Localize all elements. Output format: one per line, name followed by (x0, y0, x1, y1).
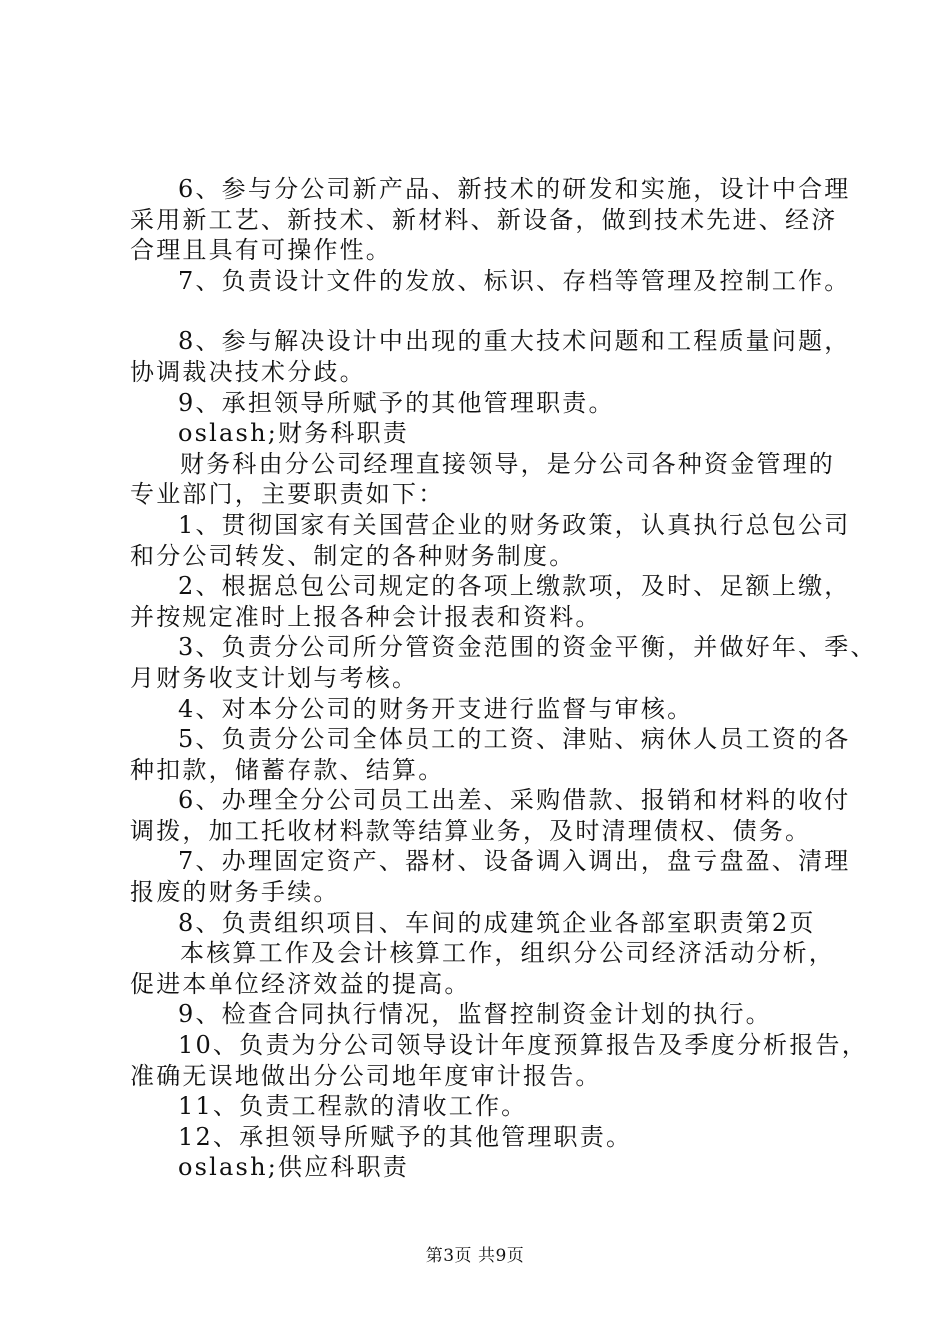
body-line: 采用新工艺、新技术、新材料、新设备，做到技术先进、经济 (130, 205, 838, 234)
body-line: 6、办理全分公司员工出差、采购借款、报销和材料的收付 (178, 786, 851, 815)
body-line: 财务科由分公司经理直接领导，是分公司各种资金管理的 (180, 449, 835, 478)
section-heading: oslash;财务科职责 (178, 419, 410, 448)
body-line: 协调裁决技术分歧。 (130, 357, 366, 386)
body-line: 本核算工作及会计核算工作，组织分公司经济活动分析， (180, 939, 835, 968)
body-line: 种扣款，储蓄存款、结算。 (130, 755, 445, 784)
body-line: 合理且具有可操作性。 (130, 236, 392, 265)
section-heading: oslash;供应科职责 (178, 1153, 410, 1182)
body-line: 4、对本分公司的财务开支进行监督与审核。 (178, 694, 694, 723)
body-line: 9、检查合同执行情况，监督控制资金计划的执行。 (178, 1000, 772, 1029)
blank-line (130, 296, 840, 326)
body-line: 调拨，加工托收材料款等结算业务，及时清理债权、债务。 (130, 816, 812, 845)
document-body (130, 174, 877, 1183)
body-line: 并按规定准时上报各种会计报表和资料。 (130, 602, 602, 631)
body-line: 和分公司转发、制定的各种财务制度。 (130, 541, 576, 570)
body-line: 7、办理固定资产、器材、设备调入调出，盘亏盘盈、清理 (178, 847, 851, 876)
body-line: 9、承担领导所赋予的其他管理职责。 (178, 388, 615, 417)
body-line: 5、负责分公司全体员工的工资、津贴、病休人员工资的各 (178, 725, 851, 754)
body-line: 准确无误地做出分公司地年度审计报告。 (130, 1061, 602, 1090)
body-line: 8、参与解决设计中出现的重大技术问题和工程质量问题， (178, 327, 851, 356)
page-number-footer: 第3页 共9页 (425, 1246, 525, 1266)
body-line: 1、贯彻国家有关国营企业的财务政策，认真执行总包公司 (178, 510, 851, 539)
body-line: 11、负责工程款的清收工作。 (178, 1092, 528, 1121)
body-line: 6、参与分公司新产品、新技术的研发和实施，设计中合理 (178, 175, 851, 203)
body-line: 8、负责组织项目、车间的成建筑企业各部室职责第2页 (178, 908, 816, 937)
body-line: 月财务收支计划与考核。 (130, 663, 419, 692)
body-line: 3、负责分公司所分管资金范围的资金平衡，并做好年、季、 (178, 633, 877, 662)
body-line: 2、根据总包公司规定的各项上缴款项，及时、足额上缴， (178, 572, 851, 601)
body-line: 10、负责为分公司领导设计年度预算报告及季度分析报告， (178, 1031, 868, 1060)
body-line: 7、负责设计文件的发放、标识、存档等管理及控制工作。 (178, 266, 851, 295)
body-line: 12、承担领导所赋予的其他管理职责。 (178, 1122, 633, 1151)
body-line: 促进本单位经济效益的提高。 (130, 969, 471, 998)
body-line: 专业部门，主要职责如下： (130, 480, 445, 509)
body-line: 报废的财务手续。 (130, 878, 340, 907)
